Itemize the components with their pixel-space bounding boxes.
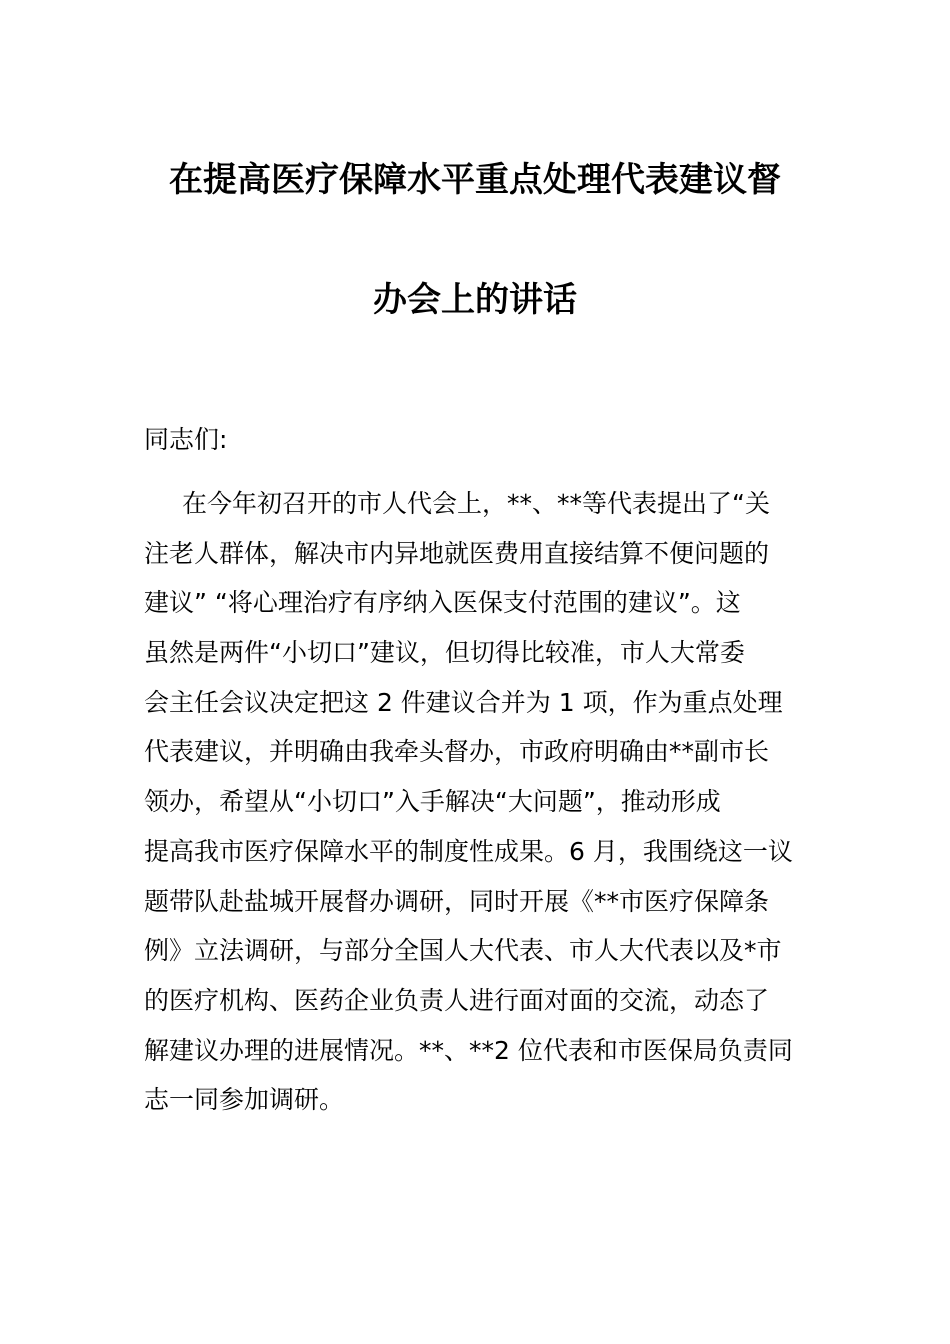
paragraph-line: 解建议办理的进展情况。**、**2 位代表和市医保局负责同 xyxy=(144,1035,793,1065)
paragraph-line: 例》立法调研，与部分全国人大代表、市人大代表以及*市 xyxy=(144,936,782,966)
paragraph-line: 的医疗机构、医药企业负责人进行面对面的交流，动态了 xyxy=(144,985,770,1015)
document-title-line-1: 在提高医疗保障水平重点处理代表建议督 xyxy=(169,160,781,200)
paragraph-line: 志一同参加调研。 xyxy=(144,1085,345,1115)
paragraph-line: 在今年初召开的市人代会上，**、**等代表提出了“关 xyxy=(182,489,770,518)
paragraph-line: 代表建议，并明确由我牵头督办，市政府明确由**副市长 xyxy=(144,737,770,767)
paragraph-line: 提高我市医疗保障水平的制度性成果。6 月，我围绕这一议 xyxy=(144,836,793,866)
paragraph-line: 虽然是两件“小切口”建议，但切得比较准，市人大常委 xyxy=(144,638,745,668)
paragraph-line: 题带队赴盐城开展督办调研，同时开展《**市医疗保障条 xyxy=(144,886,770,916)
paragraph-line: 会主任会议决定把这 2 件建议合并为 1 项，作为重点处理 xyxy=(144,687,783,717)
body-paragraph xyxy=(144,479,814,1125)
salutation: 同志们: xyxy=(144,425,228,454)
paragraph-line: 领办，希望从“小切口”入手解决“大问题”，推动形成 xyxy=(144,787,721,817)
paragraph-line: 注老人群体，解决市内异地就医费用直接结算不便问题的 xyxy=(144,538,770,568)
document-title-line-2: 办会上的讲话 xyxy=(373,280,577,320)
paragraph-line: 建议” “将心理治疗有序纳入医保支付范围的建议”。这 xyxy=(144,588,741,618)
